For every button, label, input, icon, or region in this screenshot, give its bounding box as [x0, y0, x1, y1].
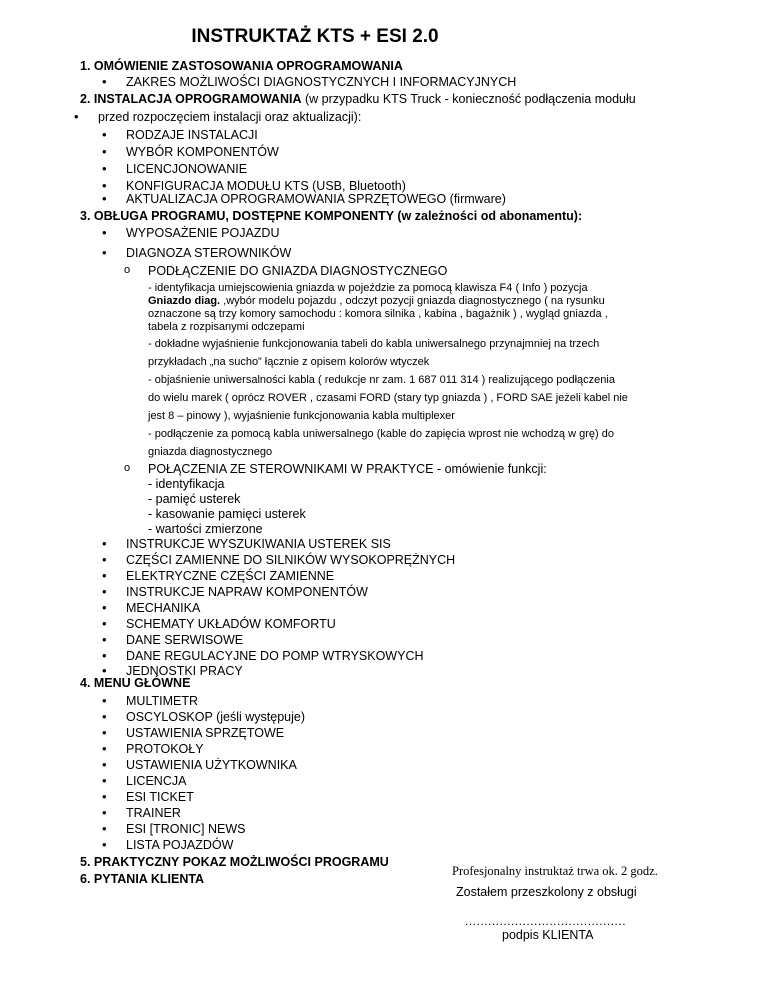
paragraph-line: - podłączenie za pomocą kabla uniwersalnego (kable do zapięcia wprost nie wchodzą w grę) do: [148, 428, 614, 440]
paragraph-line: jest 8 – pinowy ), wyjaśnienie funkcjonowania kabla multiplexer: [148, 410, 455, 422]
list-item: • PROTOKOŁY: [126, 742, 204, 756]
paragraph-line: do wielu marek ( oprócz ROVER , czasami FORD (stary typ gniazda ) , FORD SAE jeżeli kabel nie: [148, 392, 628, 404]
function-line: - pamięć usterek: [148, 492, 241, 506]
paragraph-line: gniazda diagnostycznego: [148, 446, 273, 458]
list-item: • USTAWIENIA SPRZĘTOWE: [126, 726, 284, 740]
signature-line: ..........................................: [465, 914, 627, 928]
sub-item-practice: o POŁĄCZENIA ZE STEROWNIKAMI W PRAKTYCE - omówienie funkcji:: [148, 462, 547, 476]
paragraph-line: - dokładne wyjaśnienie funkcjonowania tabeli do kabla uniwersalnego przynajmniej na trzech: [148, 338, 600, 350]
paragraph-line: tabela z rozpisanymi odczepami: [148, 321, 305, 333]
duration-note: Profesjonalny instruktaż trwa ok. 2 godz.: [452, 864, 658, 878]
list-item: • MECHANIKA: [126, 601, 200, 615]
list-item: • SCHEMATY UKŁADÓW KOMFORTU: [126, 617, 336, 631]
function-line: - wartości zmierzone: [148, 522, 263, 536]
paragraph-line: [148, 295, 605, 307]
paragraph-line: - objaśnienie uniwersalności kabla ( redukcje nr zam. 1 687 011 314 ) realizującego podłączenia: [148, 374, 615, 386]
paragraph-line: oznaczone są trzy komory samochodu : komora silnika , kabina , bagażnik ) , wygląd gniazda ,: [148, 308, 608, 320]
list-item: • ELEKTRYCZNE CZĘŚCI ZAMIENNE: [126, 569, 334, 583]
list-item: • OSCYLOSKOP (jeśli występuje): [126, 710, 305, 724]
list-item: • INSTRUKCJE WYSZUKIWANIA USTEREK SIS: [126, 537, 391, 551]
paragraph-line: przykładach „na sucho” łącznie z opisem kolorów wtyczek: [148, 356, 430, 368]
list-item: • DIAGNOZA STEROWNIKÓW: [126, 246, 291, 260]
list-item: • RODZAJE INSTALACJI: [126, 128, 258, 142]
list-item: • LICENCJA: [126, 774, 186, 788]
section-5-heading: 5. PRAKTYCZNY POKAZ MOŻLIWOŚCI PROGRAMU: [80, 855, 389, 869]
signature-label: podpis KLIENTA: [502, 928, 594, 942]
section-6-heading: 6. PYTANIA KLIENTA: [80, 872, 205, 886]
bold-term: Gniazdo diag.: [148, 295, 221, 307]
list-item: • INSTRUKCJE NAPRAW KOMPONENTÓW: [126, 585, 368, 599]
list-item: • USTAWIENIA UŻYTKOWNIKA: [126, 758, 297, 772]
function-line: - kasowanie pamięci usterek: [148, 507, 306, 521]
list-item: • DANE REGULACYJNE DO POMP WTRYSKOWYCH: [126, 649, 424, 663]
list-item: • WYBÓR KOMPONENTÓW: [126, 145, 279, 159]
section-2-heading-line2: • przed rozpoczęciem instalacji oraz aktualizacji):: [98, 110, 361, 124]
list-item: • AKTUALIZACJA OPROGRAMOWANIA SPRZĘTOWEGO (firmware): [126, 192, 506, 206]
list-item: • KONFIGURACJA MODUŁU KTS (USB, Bluetooth): [126, 179, 406, 193]
list-item: • LISTA POJAZDÓW: [126, 838, 233, 852]
list-item: • MULTIMETR: [126, 694, 198, 708]
list-item: • DANE SERWISOWE: [126, 633, 243, 647]
section-2-heading-bold: 2. INSTALACJA OPROGRAMOWANIA: [80, 92, 302, 106]
list-item: • JEDNOSTKI PRACY: [126, 664, 243, 678]
list-item: • TRAINER: [126, 806, 181, 820]
list-item: • ESI [TRONIC] NEWS: [126, 822, 245, 836]
list-item: • LICENCJONOWANIE: [126, 162, 247, 176]
list-item: • ESI TICKET: [126, 790, 194, 804]
function-line: - identyfikacja: [148, 477, 225, 491]
section-2-heading-rest: (w przypadku KTS Truck - konieczność podłączenia modułu: [301, 92, 636, 106]
document-title: INSTRUKTAŻ KTS + ESI 2.0: [191, 26, 439, 47]
section-4-heading: 4. MENU GŁÓWNE: [80, 676, 191, 690]
trained-statement: Zostałem przeszkolony z obsługi: [456, 885, 637, 899]
section-1-heading: 1. OMÓWIENIE ZASTOSOWANIA OPROGRAMOWANIA: [80, 59, 403, 73]
paragraph-line: - identyfikacja umiejscowienia gniazda w pojeździe za pomocą klawisza F4 ( Info ) pozycja: [148, 282, 588, 294]
list-item: • ZAKRES MOŻLIWOŚCI DIAGNOSTYCZNYCH I INFORMACYJNYCH: [126, 75, 516, 89]
list-item: • WYPOSAŻENIE POJAZDU: [126, 226, 280, 240]
paragraph-line-rest: ,wybór modelu pojazdu , odczyt pozycji gniazda diagnostycznego ( na rysunku: [220, 295, 605, 307]
section-3-heading: 3. OBŁUGA PROGRAMU, DOSTĘPNE KOMPONENTY (w zależności od abonamentu):: [80, 209, 583, 223]
section-2-heading: [80, 92, 636, 106]
list-item: • CZĘŚCI ZAMIENNE DO SILNIKÓW WYSOKOPRĘŻNYCH: [126, 553, 455, 567]
sub-item-connection: o PODŁĄCZENIE DO GNIAZDA DIAGNOSTYCZNEGO: [148, 264, 447, 278]
